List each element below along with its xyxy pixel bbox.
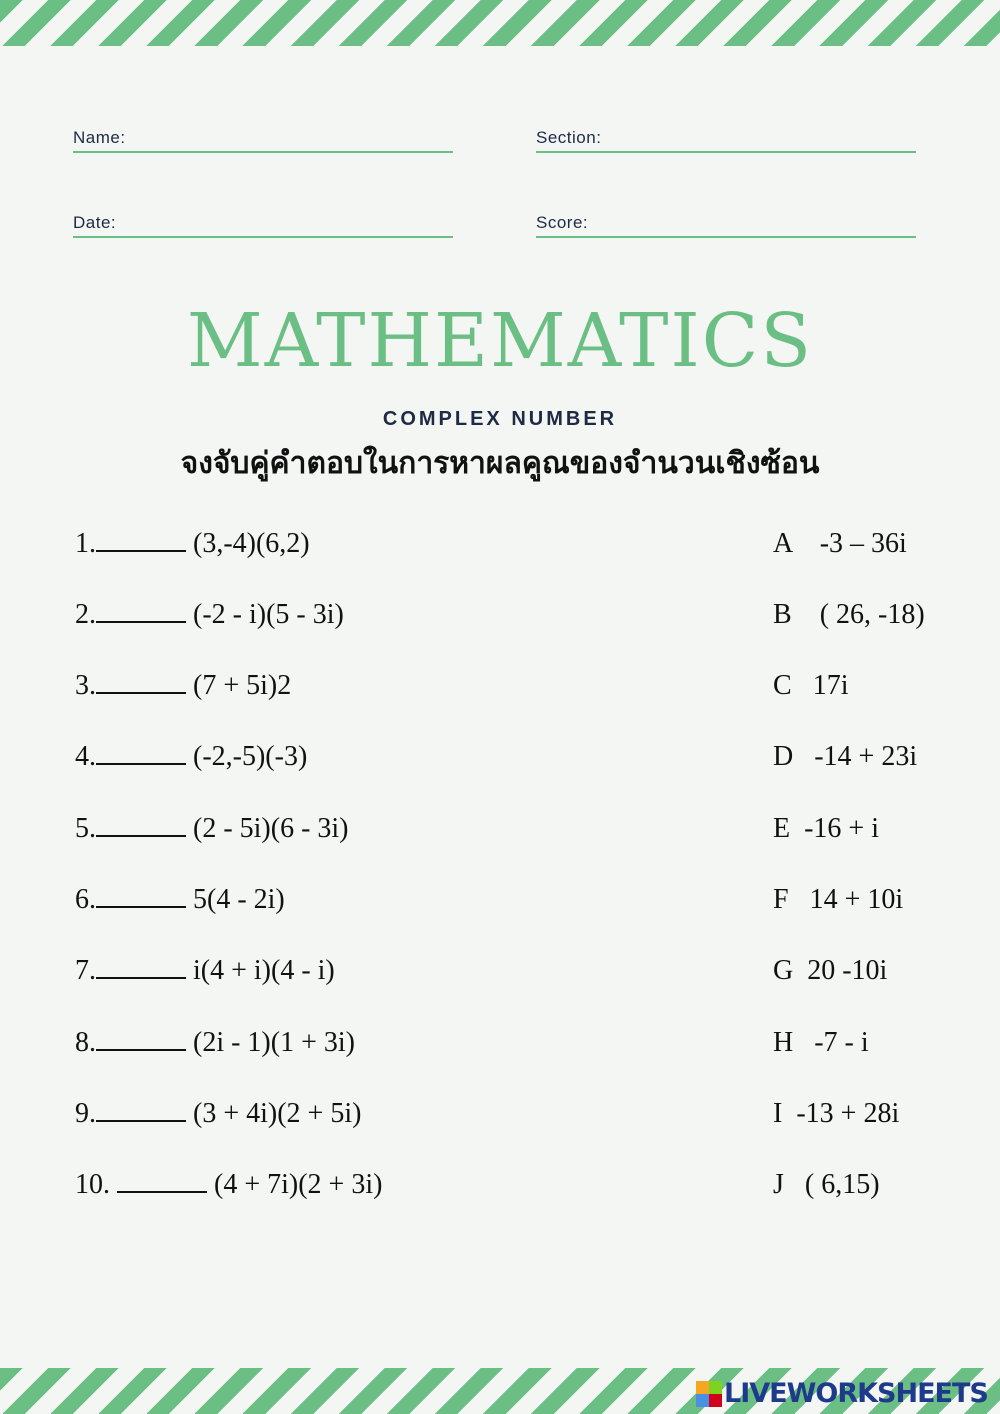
page-subtitle: COMPLEX NUMBER <box>382 408 618 430</box>
question-row: 8. (2i - 1)(1 + 3i) <box>75 1027 355 1058</box>
instruction-text: จงจับคู่คำตอบในการหาผลคูณของจำนวนเชิงซ้อน <box>180 447 820 480</box>
date-field[interactable] <box>73 213 453 233</box>
question-row: 10. (4 + 7i)(2 + 3i) <box>75 1169 383 1200</box>
answer-blank[interactable] <box>96 1098 186 1122</box>
answer-option-g: G 20 -10i <box>773 955 888 986</box>
answer-blank[interactable] <box>96 884 186 908</box>
answer-blank[interactable] <box>96 955 186 979</box>
question-row: 9. (3 + 4i)(2 + 5i) <box>75 1098 362 1129</box>
page-title: MATHEMATICS <box>186 298 814 384</box>
answer-blank[interactable] <box>96 741 186 765</box>
answer-option-f: F 14 + 10i <box>773 884 904 915</box>
answer-option-j: J ( 6,15) <box>773 1169 880 1200</box>
answer-option-h: H -7 - i <box>773 1027 869 1058</box>
question-row: 4. (-2,-5)(-3) <box>75 741 308 772</box>
section-label: Section: <box>536 128 602 147</box>
answer-blank[interactable] <box>96 1027 186 1051</box>
question-row: 5. (2 - 5i)(6 - 3i) <box>75 813 349 844</box>
question-row: 1. (3,-4)(6,2) <box>75 528 310 559</box>
section-line <box>536 151 916 153</box>
logo-blocks-icon <box>696 1381 722 1407</box>
score-line <box>536 236 916 238</box>
answer-option-d: D -14 + 23i <box>773 741 918 772</box>
answer-blank[interactable] <box>96 670 186 694</box>
answer-blank[interactable] <box>117 1169 207 1193</box>
name-line <box>73 151 453 153</box>
answer-blank[interactable] <box>96 813 186 837</box>
answer-option-e: E -16 + i <box>773 813 880 844</box>
question-row: 2. (-2 - i)(5 - 3i) <box>75 599 344 630</box>
liveworksheets-logo <box>696 1378 988 1409</box>
logo-text: LIVEWORKSHEETS <box>724 1378 988 1409</box>
question-row: 6. 5(4 - 2i) <box>75 884 285 915</box>
answer-option-a: A -3 – 36i <box>773 528 907 559</box>
question-row: 7. i(4 + i)(4 - i) <box>75 955 335 986</box>
top-stripe-border <box>0 0 1000 46</box>
question-row: 3. (7 + 5i)2 <box>75 670 292 701</box>
date-label: Date: <box>73 213 117 232</box>
answer-option-c: C 17i <box>773 670 849 701</box>
score-field[interactable] <box>536 213 916 233</box>
answer-blank[interactable] <box>96 599 186 623</box>
section-field[interactable] <box>536 128 916 148</box>
date-line <box>73 236 453 238</box>
name-label: Name: <box>73 128 126 147</box>
answer-option-i: I -13 + 28i <box>773 1098 900 1129</box>
answer-option-b: B ( 26, -18) <box>773 599 925 630</box>
answer-blank[interactable] <box>96 528 186 552</box>
score-label: Score: <box>536 213 589 232</box>
name-field[interactable] <box>73 128 453 148</box>
